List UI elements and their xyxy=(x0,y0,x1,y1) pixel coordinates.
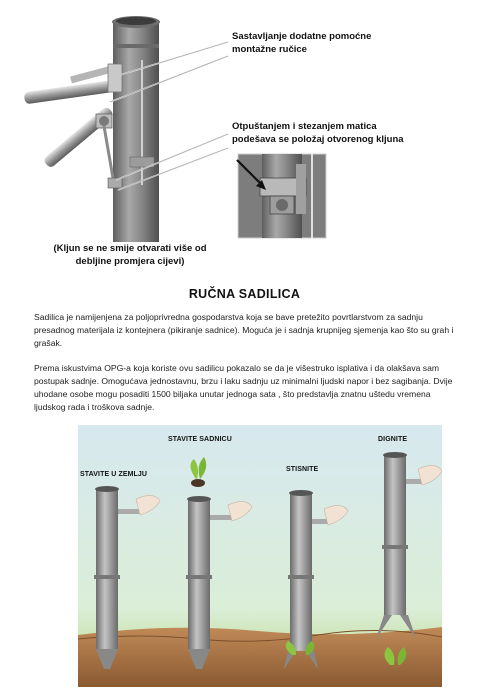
page-title: RUČNA SADILICA xyxy=(188,287,301,301)
step-label-1: STAVITE U ZEMLJU xyxy=(80,471,148,478)
callout-handle-line-2: montažne ručice xyxy=(232,44,307,55)
callout-nut-line-1: Otpuštanjem i stezanjem matica xyxy=(232,121,377,132)
beak-caption xyxy=(20,242,240,268)
callout-handle-line-1: Sastavljanje dodatne pomoćne xyxy=(232,31,372,42)
paragraph-1-line: grašak. xyxy=(34,338,63,348)
callout-handle xyxy=(232,30,472,56)
step-label-3: STISNITE xyxy=(286,466,319,473)
paragraph-2-line: postupak sadnje. Omogućava jednostavnu, brzu i laku sadnju uz minimalni ljudski napor i bez sagibanja. Dvije xyxy=(34,376,453,386)
paragraph-2-line: ljudskog rada i troškova sadnje. xyxy=(34,402,155,412)
callout-nut-line-2: podešava se položaj otvorenog kljuna xyxy=(232,134,404,145)
paragraph-1-line: Sadilica je namijenjena za poljoprivredna gospodarstva koja se bave pretežito povrtlarstvom za sadnju xyxy=(34,312,423,322)
pipe-body xyxy=(112,16,160,242)
step-label-4: DIGNITE xyxy=(378,436,408,443)
paragraph-1 xyxy=(34,311,484,350)
paragraph-2-line: Prema iskustvima OPG-a koja koriste ovu sadilicu pokazalo se da je višestruko isplativa i da olakšava sam xyxy=(34,363,440,373)
zoom-inset xyxy=(238,154,326,238)
step-label-2: STAVITE SADNICU xyxy=(168,436,232,443)
beak-caption-line-1: (Kljun se ne smije otvarati više od xyxy=(53,243,207,254)
beak-caption-line-2: debljine promjera cijevi) xyxy=(75,256,185,267)
paragraph-2 xyxy=(34,362,484,414)
callout-nut xyxy=(232,120,482,146)
lower-handle xyxy=(42,106,114,184)
steps-illustration xyxy=(78,425,442,687)
paragraph-2-line: uhodane osobe mogu posaditi 1500 biljaka unutar jednoga sata , što predstavlja znatnu uštedu vremena xyxy=(34,389,431,399)
paragraph-1-line: presadnog materijala iz kontejnera (pikiranje sadnice). Moguća je i sadnja krupnijeg sjemenja kao što su grah i xyxy=(34,325,454,335)
upper-handle xyxy=(24,64,122,105)
